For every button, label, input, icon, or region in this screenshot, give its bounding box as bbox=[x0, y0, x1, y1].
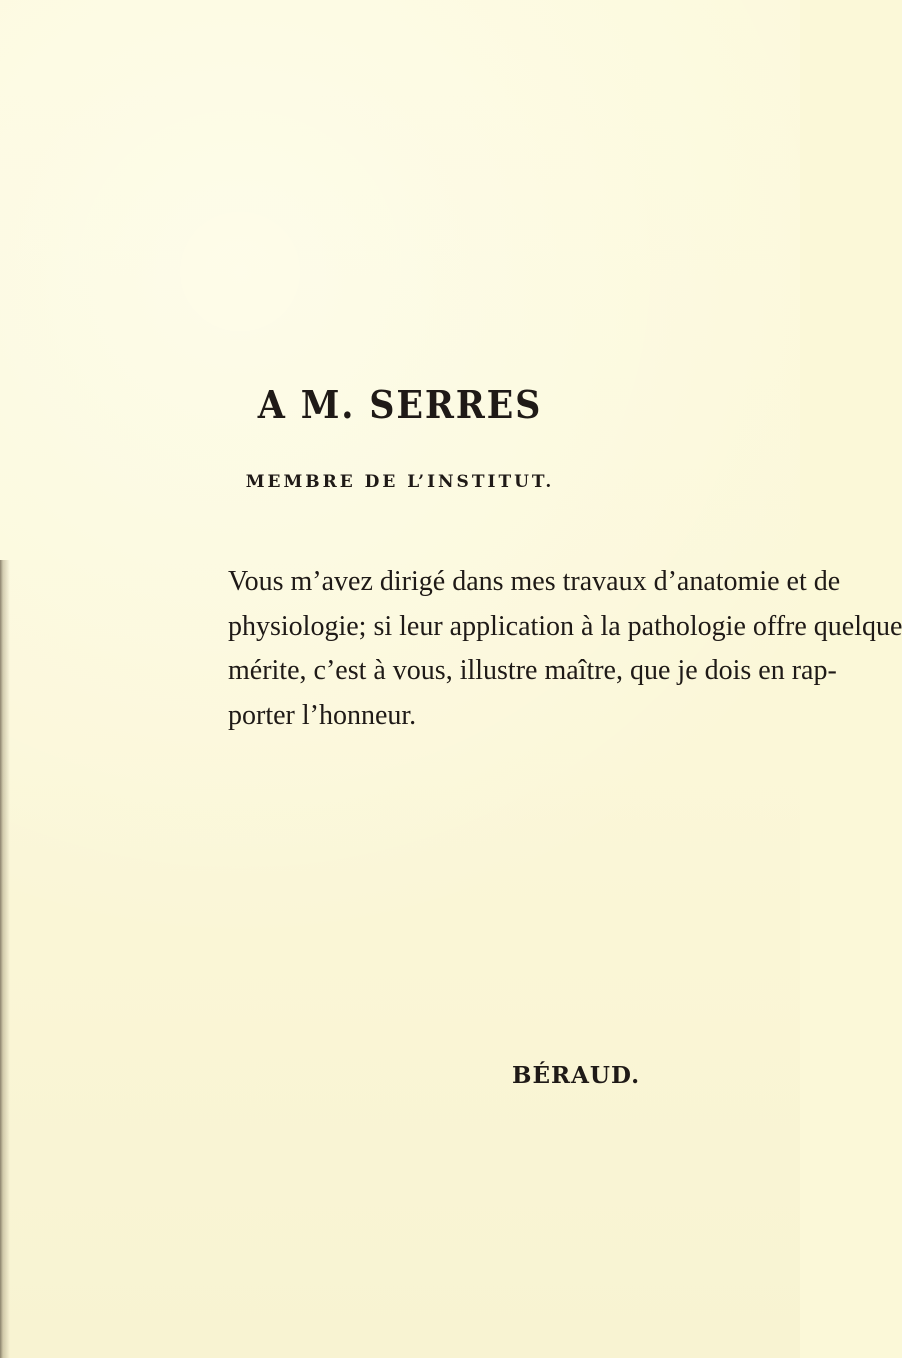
body-line-3: mérite, c’est à vous, illustre maître, que je dois en rap- bbox=[228, 655, 837, 686]
dedication-body bbox=[228, 560, 902, 738]
author-signature: BÉRAUD. bbox=[512, 1062, 641, 1089]
dedication-subheading: MEMBRE DE L’INSTITUT. bbox=[245, 472, 555, 492]
body-line-2: physiologie; si leur application à la pathologie offre quelque bbox=[228, 610, 902, 642]
page-edge-shadow bbox=[0, 560, 10, 1358]
dedication-heading: A M. SERRES bbox=[257, 382, 543, 427]
body-line-1: Vous m’avez dirigé dans mes travaux d’anatomie et de bbox=[228, 566, 841, 597]
body-line-4: porter l’honneur. bbox=[228, 699, 417, 731]
